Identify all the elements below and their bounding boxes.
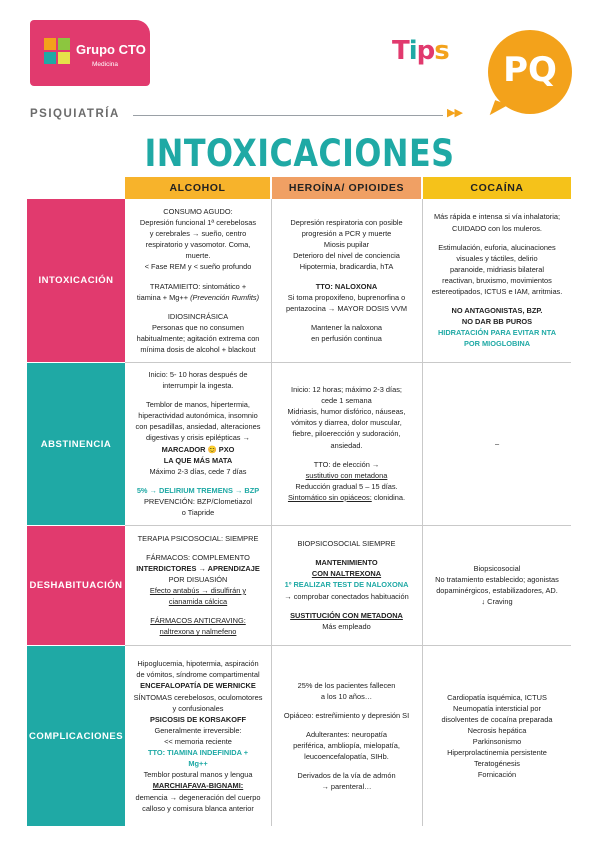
row-label-abstinencia: ABSTINENCIA (27, 363, 125, 525)
text-line: leucoencefalopatía, SIHb. (304, 752, 389, 762)
text-line: dopaminérgicos, estabilizadores, AD. (436, 586, 558, 595)
text-line: SÍNTOMAS cerebelosos, oculomotores (133, 692, 263, 702)
text-line: Derivados de la vía de admón (297, 771, 396, 781)
text-line: vómitos y diarrea, dolor muscular, (291, 418, 402, 428)
text-line: Fornicación (477, 770, 517, 780)
text-line: Temblor de manos, hipertermia, (146, 400, 250, 410)
text-line: Mantener la naloxona (310, 322, 383, 332)
text-line: Inicio: 12 horas; máximo 2-3 días; (291, 384, 402, 394)
text-line: cede 1 semana (321, 396, 372, 406)
col-head-alcohol: ALCOHOL (125, 177, 270, 199)
text-line: CON NALTREXONA (311, 569, 382, 579)
text-line: naltrexona y nalmefeno (159, 627, 237, 637)
text-line: → comprobar conectados habituación (284, 591, 409, 601)
text-line: estereotipados, ICTUS e IAM, arritmias. (431, 287, 563, 297)
text-line: Parkinsonismo (472, 737, 522, 746)
text-line: FÁRMACOS ANTICRAVING: (150, 616, 246, 626)
text-line: sustitutivo con metadona (305, 470, 388, 480)
text-line: NO ANTAGONISTAS, BZP. (451, 306, 543, 316)
row-label-intoxicacion: INTOXICACIÓN (27, 199, 125, 362)
text-line: Neumopatía intersticial por (453, 703, 541, 713)
text-line: Opiáceo: estreñimiento y depresión SI (283, 710, 410, 720)
cell-intox-opioid (272, 200, 421, 361)
cell-comp-opioid (272, 646, 421, 826)
text-line: calloso y comisura blanca anterior (142, 803, 254, 813)
col-head-opioides: HEROÍNA/ OPIOIDES (272, 177, 421, 199)
text-line: habitualmente; agitación extrema con (136, 333, 260, 343)
text-line: interrumpir la ingesta. (162, 380, 234, 390)
text-line: pentazocina → MAYOR DOSIS VVM (285, 303, 408, 313)
logo-squares-icon (44, 38, 70, 64)
text-line: MARCHIAFAVA-BIGNAMI: (152, 781, 244, 791)
row-label-complicaciones: COMPLICACIONES (27, 646, 125, 826)
text-line: Depresión funcional 1ª cerebelosas (139, 217, 257, 227)
text-line: Mg++ (188, 759, 208, 769)
text-line: mínima dosis de alcohol + blackout (140, 345, 256, 355)
text-line: NO DAR BB PUROS (461, 317, 533, 327)
text-line: → parenteral… (321, 782, 372, 792)
text-line: Más empleado (322, 621, 371, 631)
text-line: Temblor postural manos y lengua (143, 770, 253, 780)
text-line: Hipotermia, bradicardia, hTA (299, 262, 394, 272)
text-line: POR MIOGLOBINA (463, 339, 531, 349)
cell-intox-cocaine (423, 200, 571, 361)
text-line: Biopsicosocial (473, 563, 521, 573)
text-line: Personas que no consumen (151, 322, 245, 332)
text-line: 5% → DELIRIUM TREMENS → BZP (136, 485, 260, 495)
page-title: INTOXICACIONES (144, 132, 455, 175)
text-line: Inicio: 5- 10 horas después de (148, 369, 248, 379)
section-label: PSIQUIATRÍA (30, 108, 120, 120)
text-line: Adulterantes: neuropatía (306, 729, 387, 739)
text-line: fiebre, piloerección y sudoración, (292, 429, 401, 439)
text-line: FÁRMACOS: COMPLEMENTO (146, 552, 250, 562)
text-line: Hiperprolactinemia persistente (447, 748, 547, 758)
text-line: TTO: TIAMINA INDEFINIDA + (147, 748, 249, 758)
cto-logo (30, 20, 150, 86)
text-line: paranoide, midriasis bilateral (449, 264, 545, 274)
text-line: Generalmente irreversible: (154, 725, 242, 735)
tips-logo: Tips (392, 36, 449, 66)
cell-intox-alcohol (126, 200, 270, 361)
text-line: respiratorio y vasomotor. Coma, (145, 240, 251, 250)
text-line: BIOPSICOSOCIAL SIEMPRE (297, 539, 396, 549)
text-line: LA QUE MÁS MATA (163, 455, 233, 465)
cell-abst-cocaine (423, 363, 571, 524)
text-line: < Fase REM y < sueño profundo (144, 262, 252, 272)
cell-desh-alcohol (126, 526, 270, 644)
text-line: Miosis pupilar (323, 240, 370, 250)
logo-sub: Medicina (92, 61, 119, 68)
text-line: 1º REALIZAR TEST DE NALOXONA (284, 580, 409, 590)
text-line: Máximo 2-3 días, cede 7 días (149, 466, 247, 476)
text-line: Hipoglucemia, hipotermia, aspiración (137, 659, 259, 669)
text-line: Teratogénesis (473, 759, 520, 769)
text-line: Deterioro del nivel de conciencia (293, 251, 400, 261)
logo-name: Grupo CTO (76, 42, 146, 57)
text-line: HIDRATACIÓN PARA EVITAR NTA (437, 328, 557, 338)
row-label-deshabituacion: DESHABITUACIÓN (27, 526, 125, 645)
text-line: – (494, 438, 500, 448)
text-line: ENCEFALOPATÍA DE WERNICKE (140, 681, 256, 691)
text-line: MANTENIMIENTO (315, 558, 378, 568)
text-line: de vómitos, síndrome compartimental (136, 670, 260, 680)
text-line: o Tiapride (181, 508, 215, 518)
text-line: TTO: NALOXONA (315, 281, 378, 291)
col-head-cocaina: COCAÍNA (423, 177, 571, 199)
text-line: Depresión respiratoria con posible (290, 217, 403, 227)
cell-abst-opioid (272, 363, 421, 524)
text-line: ansiedad. (330, 440, 363, 450)
text-line: INTERDICTORES → APRENDIZAJE (136, 563, 260, 573)
text-line: periférica, ambliopía, mielopatía, (293, 741, 400, 750)
pq-label: PQ (503, 50, 557, 90)
text-line: No tratamiento establecido; agonistas (435, 574, 559, 584)
text-line: SUSTITUCIÓN CON METADONA (290, 610, 403, 620)
text-line: TTO: de elección → (313, 459, 380, 469)
double-arrow-icon: ▶▶ (447, 107, 462, 119)
text-line: cianamida cálcica (168, 597, 228, 607)
text-line: CUIDADO con los muleros. (452, 223, 542, 233)
text-line: 25% de los pacientes fallecen (297, 680, 396, 690)
text-line: Si toma propoxifeno, buprenorfina o (287, 292, 406, 302)
text-line: Reducción gradual 5 – 15 días. (295, 481, 398, 491)
text-line: TRATAMIEITO: sintomático + (149, 281, 247, 291)
text-line: Cardiopatía isquémica, ICTUS (447, 692, 547, 702)
text-line: demencia → degeneración del cuerpo (135, 792, 261, 802)
text-line: << memoria reciente (164, 737, 232, 746)
cell-desh-cocaine (423, 526, 571, 644)
text-line: con pesadillas, ansiedad, alteraciones (135, 422, 261, 432)
text-line: CONSUMO AGUDO: (163, 206, 233, 216)
text-line: tiamina + Mg++ (Prevención Rumfits) (136, 292, 260, 302)
text-line: Necrosis hepática (467, 725, 527, 735)
text-line: hiperactividad autonómica, insomnio (138, 411, 258, 421)
text-line: Midriasis, humor disfórico, náuseas, (287, 407, 406, 417)
cell-abst-alcohol (126, 363, 270, 524)
text-line: reactivan, bruxismo, movimientos (442, 275, 552, 285)
text-line: y confusionales (172, 703, 224, 713)
text-line: ↓ Craving (481, 597, 513, 607)
cell-comp-cocaine (423, 646, 571, 826)
text-line: y cerebrales → sueño, centro (149, 229, 247, 239)
text-line: visuales y táctiles, delirio (456, 253, 538, 263)
cell-desh-opioid (272, 526, 421, 644)
text-line: progresión a PCR y muerte (301, 229, 392, 239)
section-divider (133, 115, 443, 116)
text-line: en perfusión continua (311, 333, 382, 343)
text-line: Efecto antabús → disulfirán y (149, 586, 247, 595)
text-line: Estimulación, euforia, alucinaciones (438, 242, 556, 252)
text-line: muerte. (185, 251, 211, 261)
text-line: digestivas y crisis epilépticas → (146, 433, 250, 443)
text-line: PREVENCIÓN: BZP/Clometiazol (143, 496, 252, 506)
text-line: Sintomático sin opiáceos: clonidina. (287, 492, 406, 502)
text-line: a los 10 años… (320, 691, 373, 701)
text-line: disolventes de cocaína preparada (441, 714, 553, 724)
text-line: POR DISUASIÓN (168, 574, 228, 584)
text-line: TERAPIA PSICOSOCIAL: SIEMPRE (137, 533, 259, 543)
text-line: Más rápida e intensa si vía inhalatoria; (433, 212, 561, 222)
text-line: IDIOSINCRÁSICA (167, 311, 229, 321)
cell-comp-alcohol (126, 646, 270, 826)
text-line: PSICOSIS DE KORSAKOFF (149, 714, 247, 724)
pq-bubble (488, 30, 572, 114)
text-line: MARCADOR 😊 PXO (161, 444, 235, 454)
